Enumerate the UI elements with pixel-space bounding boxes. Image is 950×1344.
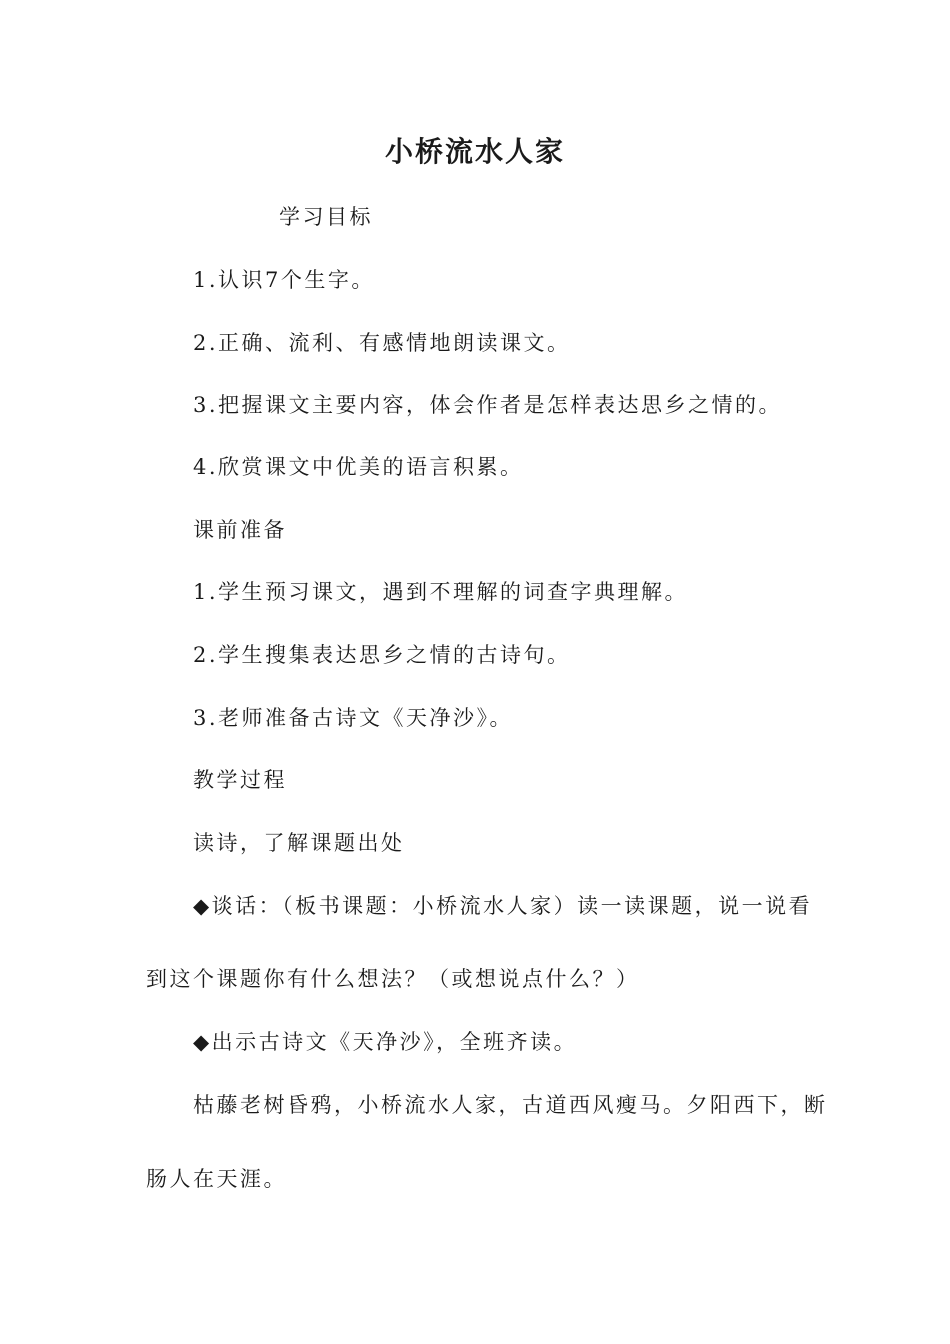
document-title: 小桥流水人家	[384, 135, 565, 168]
preparation-item: 2.学生搜集表达思乡之情的古诗句。	[193, 643, 571, 667]
objective-item: 4.欣赏课文中优美的语言积累。	[193, 455, 524, 479]
step-heading: 读诗，了解课题出处	[193, 831, 405, 855]
section-heading-process: 教学过程	[193, 768, 287, 792]
preparation-item: 3.老师准备古诗文《天净沙》。	[193, 706, 514, 730]
section-heading-preparation: 课前准备	[193, 518, 287, 542]
preparation-item: 1.学生预习课文，遇到不理解的词查字典理解。	[193, 580, 689, 604]
objective-item: 3.把握课文主要内容，体会作者是怎样表达思乡之情的。	[193, 393, 783, 417]
poem-line: 枯藤老树昏鸦，小桥流水人家，古道西风瘦马。夕阳西下，断	[193, 1093, 828, 1117]
poem-line: 肠人在天涯。	[146, 1167, 287, 1191]
paragraph-talk-line: 到这个课题你有什么想法？（或想说点什么？）	[146, 967, 640, 991]
section-heading-objectives: 学习目标	[279, 205, 373, 229]
objective-item: 2.正确、流利、有感情地朗读课文。	[193, 331, 571, 355]
objective-item: 1.认识7个生字。	[193, 268, 375, 292]
paragraph-show-poem: ◆出示古诗文《天净沙》，全班齐读。	[193, 1030, 578, 1054]
paragraph-talk-line: ◆谈话：（板书课题：小桥流水人家）读一读课题，说一说看	[193, 894, 813, 918]
